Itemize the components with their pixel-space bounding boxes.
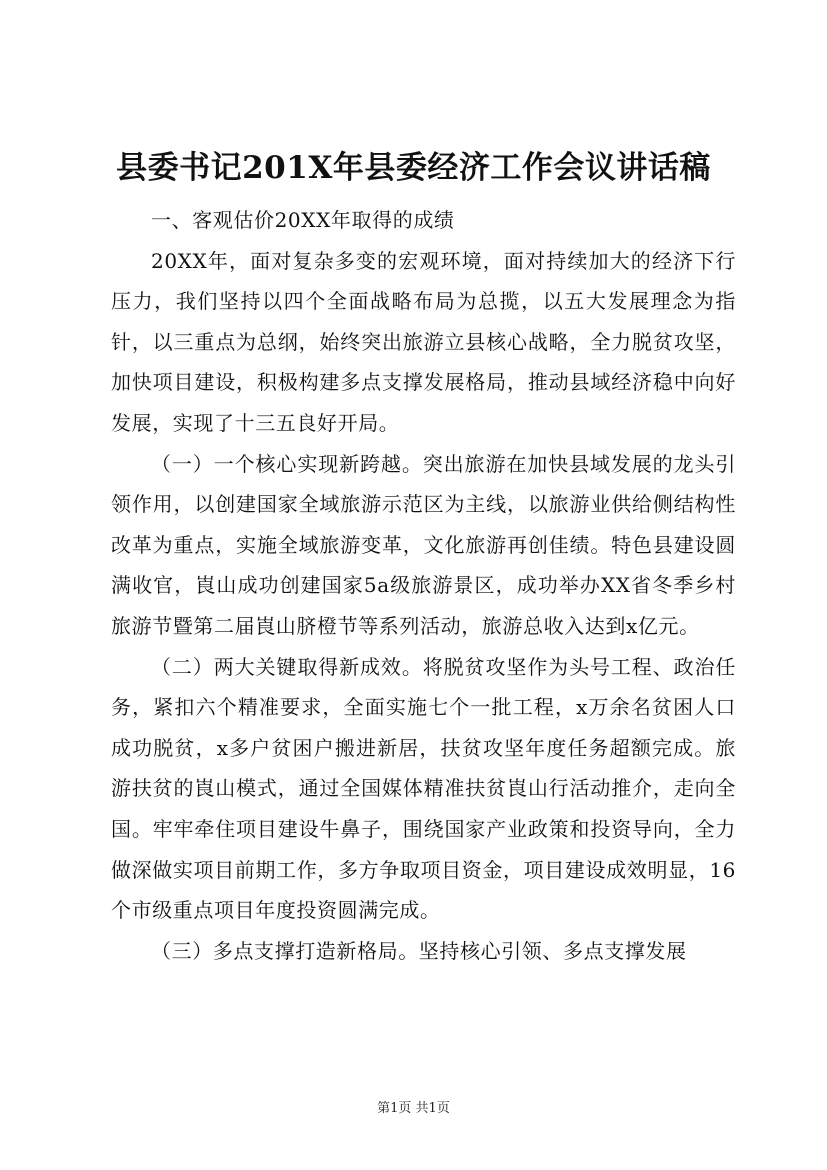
document-title: 县委书记201X年县委经济工作会议讲话稿 xyxy=(116,150,711,186)
document-body xyxy=(111,200,736,971)
page-footer: 第1页 共1页 xyxy=(377,1101,450,1116)
paragraph-intro: 20XX年，面对复杂多变的宏观环境，面对持续加大的经济下行压力，我们坚持以四个全面战略布局为总揽，以五大发展理念为指针，以三重点为总纲，始终突出旅游立县核心战略，全力脱贫攻坚，加快项目建设，积极构建多点支撑发展格局，推动县域经济稳中向好发展，实现了十三五良好开局。 xyxy=(111,248,736,435)
paragraph-two-keys: （二）两大关键取得新成效。将脱贫攻坚作为头号工程、政治任务，紧扣六个精准要求，全面实施七个一批工程，x万余名贫困人口成功脱贫，x多户贫困户搬进新居，扶贫攻坚年度任务超额完成。旅游扶贫的崀山模式，通过全国媒体精准扶贫崀山行活动推介，走向全国。牢牢牵住项目建设牛鼻子，围绕国家产业政策和投资导向，全力做深做实项目前期工作，多方争取项目资金，项目建设成效明显，16个市级重点项目年度投资圆满完成。 xyxy=(111,654,736,923)
paragraph-multi-support: （三）多点支撑打造新格局。坚持核心引领、多点支撑发展 xyxy=(151,938,687,963)
paragraph-one-core: （一）一个核心实现新跨越。突出旅游在加快县域发展的龙头引领作用，以创建国家全域旅游示范区为主线，以旅游业供给侧结构性改革为重点，实施全域旅游变革，文化旅游再创佳绩。特色县建设圆满收官，崀山成功创建国家5a级旅游景区，成功举办XX省冬季乡村旅游节暨第二届崀山脐橙节等系列活动，旅游总收入达到x亿元。 xyxy=(111,451,736,638)
section-heading: 一、客观估价20XX年取得的成绩 xyxy=(151,208,455,232)
